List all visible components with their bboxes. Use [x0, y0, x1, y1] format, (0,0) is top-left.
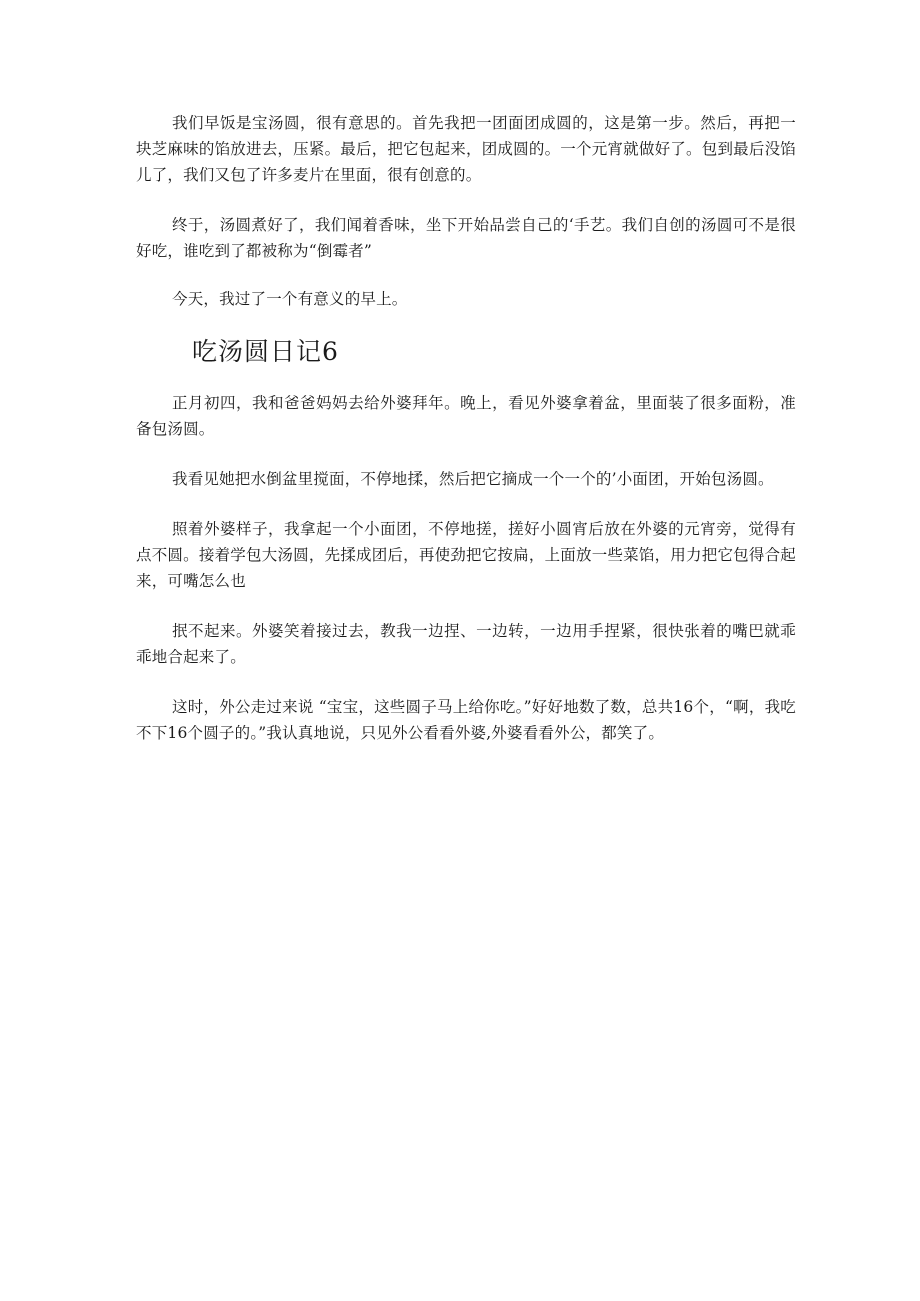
paragraph-3: 今天，我过了一个有意义的早上。: [172, 290, 408, 308]
paragraph-5: 我看见她把水倒盆里搅面，不停地揉，然后把它摘成一个一个的’小面团，开始包汤圆。: [172, 470, 774, 488]
paragraph-4: 正月初四，我和爸爸妈妈去给外婆拜年。晚上，看见外婆拿着盆，里面装了很多面粉，准备包汤圆。: [136, 394, 796, 438]
paragraph-6: 照着外婆样子，我拿起一个小面团，不停地搓，搓好小圆宵后放在外婆的元宵旁，觉得有点不圆。接着学包大汤圆，先揉成团后，再使劲把它按扁，上面放一些菜馅，用力把它包得合起来，可嘴怎么也: [136, 520, 796, 590]
paragraph-8: 这时，外公走过来说 “宝宝，这些圆子马上给你吃。”好好地数了数，总共16个，“啊，我吃不下16个圆子的。”我认真地说，只见外公看看外婆,外婆看看外公，都笑了。: [136, 698, 796, 742]
paragraph-2: 终于，汤圆煮好了，我们闻着香味，坐下开始品尝自己的‘手艺。我们自创的汤圆可不是很好吃，谁吃到了都被称为“倒霉者”: [136, 216, 796, 260]
section-heading: 吃汤圆日记6: [192, 337, 339, 366]
document-page: [136, 110, 796, 746]
paragraph-1: 我们早饭是宝汤圆，很有意思的。首先我把一团面团成圆的，这是第一步。然后，再把一块芝麻味的馅放进去，压紧。最后，把它包起来，团成圆的。一个元宵就做好了。包到最后没馅儿了，我们又包了许多麦片在里面，很有创意的。: [136, 114, 796, 184]
paragraph-7: 抿不起来。外婆笑着接过去，教我一边捏、一边转，一边用手捏紧，很快张着的嘴巴就乖乖地合起来了。: [136, 622, 796, 666]
